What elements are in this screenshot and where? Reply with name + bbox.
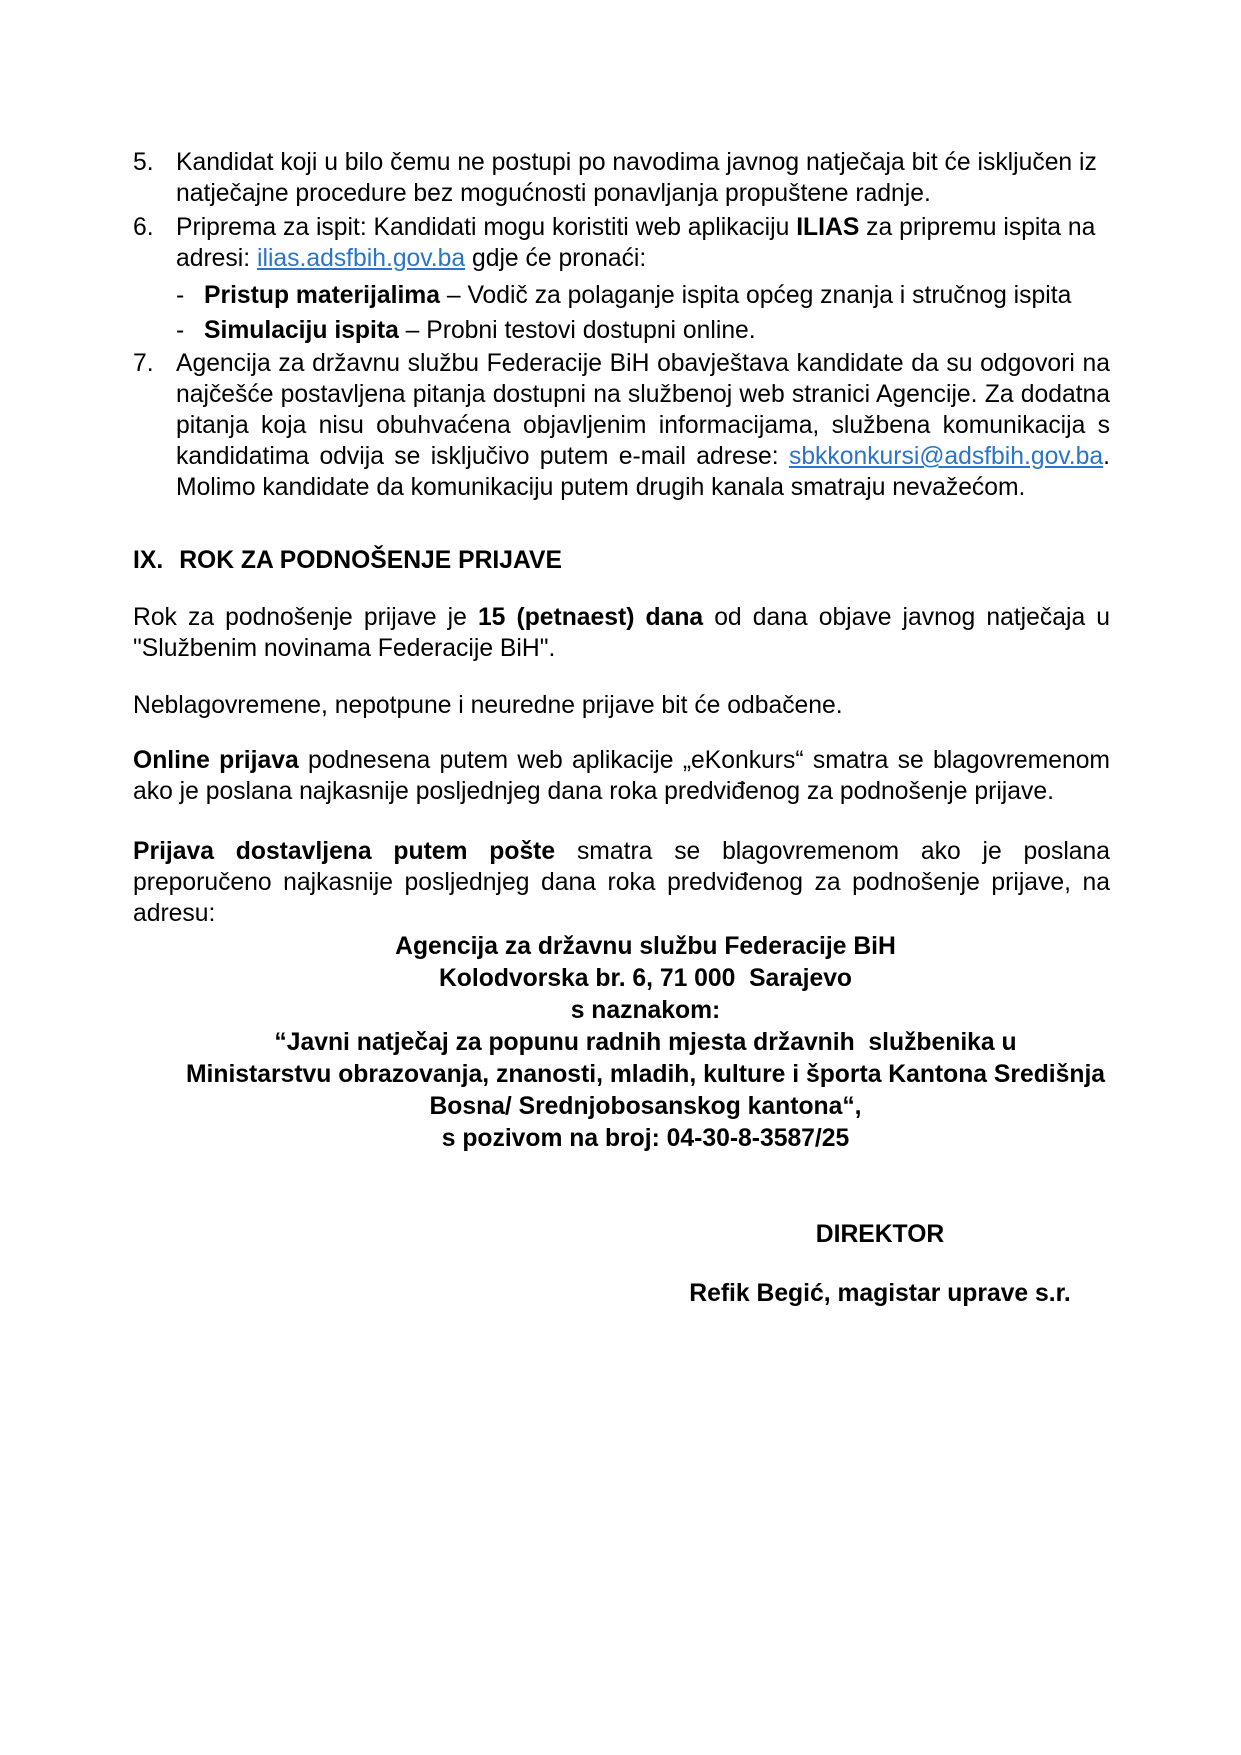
list-item-6-number: 6. [133,214,154,241]
signature-name: Refik Begić, magistar uprave s.r. [689,1280,1071,1307]
list-item-5 [133,147,1110,209]
list-item-5-text: Kandidat koji u bilo čemu ne postupi po navodima javnog natječaja bit će isključen iz natječajne procedure bez mogućnosti ponavljanja propuštene radnje. [176,149,1097,207]
bullet-simulacija [133,313,1110,348]
rok-seg1: Rok za podnošenje prijave je [133,604,478,631]
paragraph-rok [133,602,1110,664]
rok-seg2: od dana objave javnog natječaja u "Službenim novinama Federacije BiH". [133,604,1110,662]
item6-ilias-bold: ILIAS [796,214,860,241]
address-line-natjecaj-1: “Javni natječaj za popunu radnih mjesta državnih službenika u [274,1029,1017,1056]
address-line-natjecaj-3: Bosna/ Srednjobosanskog kantona“, [429,1093,862,1120]
paragraph-neblagovremene: Neblagovremene, nepotpune i neuredne prijave bit će odbačene. [133,692,843,719]
online-rest: podnesena putem web aplikacije „eKonkurs“ smatra se blagovremenom ako je poslana najkasnije posljednjeg dana roka predviđenog za podnošenje prijave. [133,747,1110,805]
address-block [133,931,1110,1155]
signature-title: DIREKTOR [815,1221,945,1248]
bullet-dash: - [176,282,185,309]
list-item-7 [133,348,1110,503]
document-content [133,147,1110,1309]
section-heading-title: ROK ZA PODNOŠENJE PRIJAVE [179,547,562,574]
list-item-6-text [176,214,1095,272]
address-line-natjecaj-2: Ministarstvu obrazovanja, znanosti, mladih, kulture i športa Kantona Središnja [185,1061,1106,1088]
bullet-dash: - [176,317,185,344]
paragraph-posta [133,836,1110,929]
list-item-7-text [176,350,1110,501]
item6-bullet-list [133,278,1110,348]
bullet-simulacija-rest: – Probni testovi dostupni online. [398,317,756,344]
online-bold: Online prijava [133,747,299,774]
item7-seg2: . Molimo kandidate da komunikaciju putem drugih kanala smatraju nevažećom. [176,443,1110,501]
posta-rest: smatra se blagovremenom ako je poslana preporučeno najkasnije posljednjeg dana roka predviđenog za podnošenje prijave, na adresu: [133,838,1111,927]
list-item-5-number: 5. [133,149,154,176]
paragraph-online [133,745,1110,807]
rok-bold: 15 (petnaest) dana [477,604,704,631]
bullet-pristup-rest: – Vodič za polaganje ispita općeg znanja i stručnog ispita [440,282,1072,309]
item6-seg1: Priprema za ispit: Kandidati mogu koristiti web aplikaciju [176,214,797,241]
bullet-simulacija-bold: Simulaciju ispita [204,317,399,344]
section-heading-numeral: IX. [133,547,164,574]
address-line-street: Kolodvorska br. 6, 71 000 Sarajevo [438,965,853,992]
bullet-pristup [133,278,1110,313]
item6-seg3: za pripremu ispita na adresi: [176,214,1096,272]
bullet-pristup-bold: Pristup materijalima [204,282,440,309]
posta-bold: Prijava dostavljena putem pošte [133,838,556,865]
email-link[interactable]: sbkkonkursi@adsfbih.gov.ba [788,443,1104,470]
ilias-link[interactable]: ilias.adsfbih.gov.ba [256,245,466,272]
item6-seg4: gdje će pronaći: [465,245,647,272]
section-heading [133,545,1110,576]
list-item-6 [133,212,1110,274]
signature-block [680,1219,1080,1309]
item7-seg1: Agencija za državnu službu Federacije BiH obavještava kandidate da su odgovori na najčešće postavljena pitanja dostupni na službenoj web stranici Agencije. Za dodatna pitanja koja nisu obuhvaćena objavljenim informacijama, službena komunikacija s kandidatima odvija se isključivo putem e-mail adrese: [176,350,1110,470]
address-line-broj: s pozivom na broj: 04-30-8-3587/25 [441,1125,850,1152]
address-line-naznaka: s naznakom: [570,997,721,1024]
address-line-agency: Agencija za državnu službu Federacije BiH [395,933,896,960]
list-item-7-number: 7. [133,350,154,377]
